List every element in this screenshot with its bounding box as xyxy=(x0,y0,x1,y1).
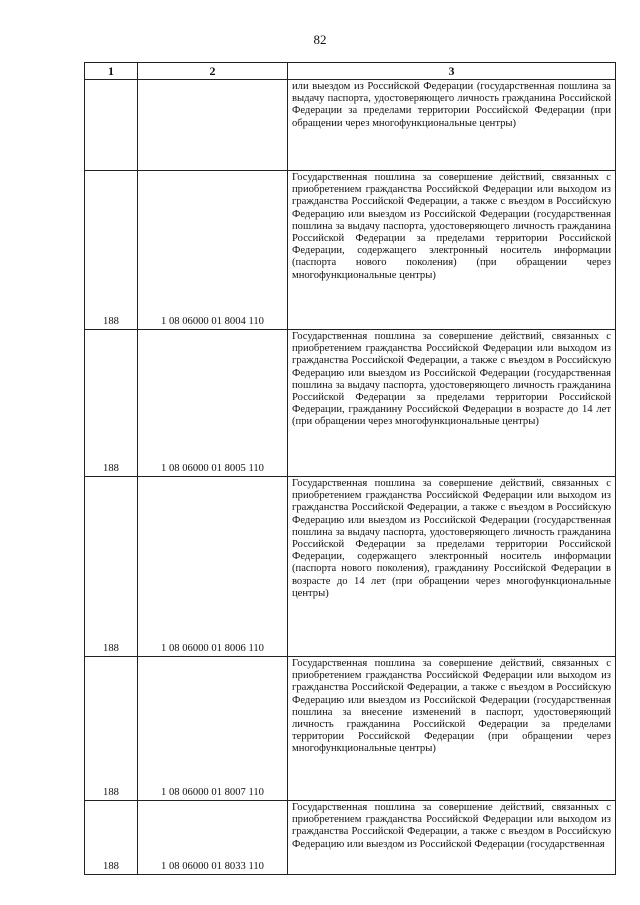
admin-code-cell: 188 xyxy=(85,477,138,657)
table-row xyxy=(85,477,616,657)
budget-code-cell: 1 08 06000 01 8005 110 xyxy=(138,330,288,477)
description-cell: или выездом из Российской Федерации (государственная пошлина за выдачу паспорта, удостоверяющего личность гражданина Российской Федерации за пределами территории Российской Федерации (при обращении через многофункциональные центры) xyxy=(288,80,616,171)
table-row xyxy=(85,657,616,801)
description-cell: Государственная пошлина за совершение действий, связанных с приобретением гражданства Российской Федерации или выходом из гражданства Российской Федерации, а также с въездом в Российскую Федерацию или выездом из Российской Федерации (государственная пошлина за внесение изменений в паспорт, удостоверяющий личность гражданина Российской Федерации за пределами территории Российской Федерации (при обращении через многофункциональные центры) xyxy=(288,657,616,801)
budget-code-cell: 1 08 06000 01 8004 110 xyxy=(138,171,288,330)
table-row xyxy=(85,801,616,875)
table-row xyxy=(85,171,616,330)
admin-code-cell: 188 xyxy=(85,657,138,801)
description-cell: Государственная пошлина за совершение действий, связанных с приобретением гражданства Российской Федерации или выходом из гражданства Российской Федерации, а также с въездом в Российскую Федерацию или выездом из Российской Федерации (государственная пошлина за выдачу паспорта, удостоверяющего личность гражданина Российской Федерации за пределами территории Российской Федерации, гражданину Российской Федерации в возрасте до 14 лет (при обращении через многофункциональные центры) xyxy=(288,330,616,477)
admin-code-cell: 188 xyxy=(85,330,138,477)
budget-codes-table xyxy=(84,62,616,875)
page-number: 82 xyxy=(313,32,327,47)
header-row xyxy=(85,63,616,80)
description-cell: Государственная пошлина за совершение действий, связанных с приобретением гражданства Российской Федерации или выходом из гражданства Российской Федерации, а также с въездом в Российскую Федерацию или выездом из Российской Федерации (государственная пошлина за выдачу паспорта, удостоверяющего личность гражданина Российской Федерации за пределами территории Российской Федерации, содержащего электронный носитель информации (паспорта нового поколения), гражданину Российской Федерации в возрасте до 14 лет (при обращении через многофункциональные центры) xyxy=(288,477,616,657)
budget-code-cell: 1 08 06000 01 8007 110 xyxy=(138,657,288,801)
admin-code-cell: 188 xyxy=(85,171,138,330)
description-cell: Государственная пошлина за совершение действий, связанных с приобретением гражданства Российской Федерации или выходом из гражданства Российской Федерации, а также с въездом в Российскую Федерацию или выездом из Российской Федерации (государственная пошлина за выдачу паспорта, удостоверяющего личность гражданина Российской Федерации за пределами территории Российской Федерации, содержащего электронный носитель информации (паспорта нового поколения) (при обращении через многофункциональные центры) xyxy=(288,171,616,330)
column-header-1: 1 xyxy=(85,63,138,80)
budget-code-cell: 1 08 06000 01 8006 110 xyxy=(138,477,288,657)
column-header-3: 3 xyxy=(288,63,616,80)
admin-code-cell xyxy=(85,80,138,171)
budget-code-cell xyxy=(138,80,288,171)
budget-code-cell: 1 08 06000 01 8033 110 xyxy=(138,801,288,875)
table-row xyxy=(85,330,616,477)
table-row xyxy=(85,80,616,171)
description-cell: Государственная пошлина за совершение действий, связанных с приобретением гражданства Российской Федерации или выходом из гражданства Российской Федерации, а также с въездом в Российскую Федерацию или выездом из Российской Федерации (государственная xyxy=(288,801,616,875)
column-header-2: 2 xyxy=(138,63,288,80)
admin-code-cell: 188 xyxy=(85,801,138,875)
